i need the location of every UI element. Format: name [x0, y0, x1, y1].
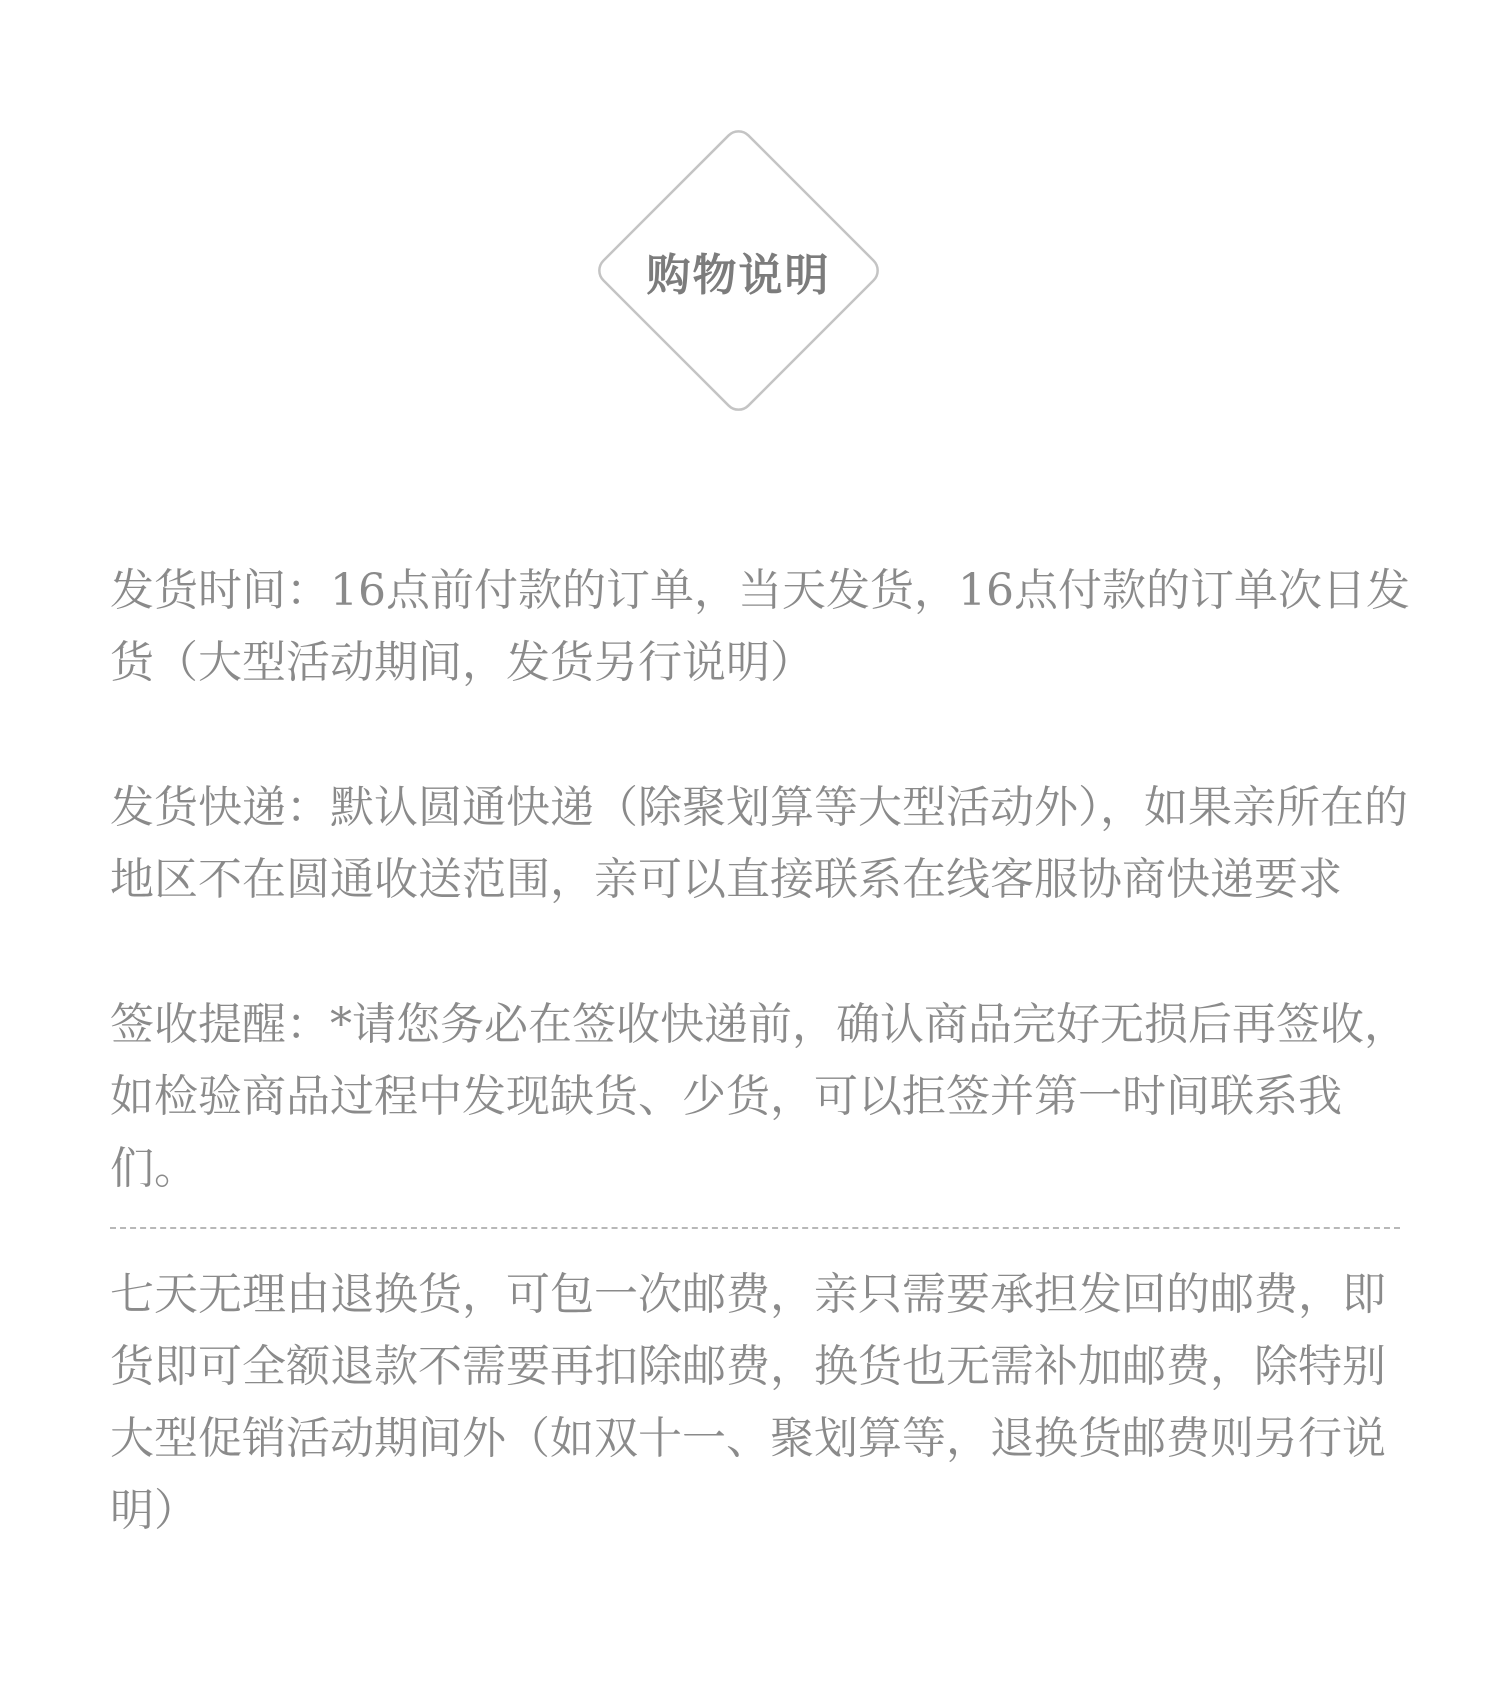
return-policy-text: 七天无理由退换货，可包一次邮费，亲只需要承担发回的邮费，即货即可全额退款不需要再扣除邮费，换货也无需补加邮费，除特别大型促销活动期间外（如双十一、聚划算等，退换货邮费则另行说明） — [110, 1269, 1386, 1536]
shipping-time-text: 发货时间：16点前付款的订单，当天发货，16点付款的订单次日发货（大型活动期间，发货另行说明） — [110, 565, 1410, 688]
shopping-info — [110, 555, 1415, 1547]
spacer — [110, 916, 1415, 989]
page-title: 购物说明 — [646, 249, 831, 301]
title-badge — [573, 105, 904, 436]
dashed-divider — [110, 1227, 1400, 1229]
receipt-reminder-text: 签收提醒：*请您务必在签收快递前，确认商品完好无损后再签收，如检验商品过程中发现缺货、少货，可以拒签并第一时间联系我们。 — [110, 999, 1408, 1194]
courier-text: 发货快递：默认圆通快递（除聚划算等大型活动外），如果亲所在的地区不在圆通收送范围，亲可以直接联系在线客服协商快递要求 — [110, 782, 1408, 905]
spacer — [110, 699, 1415, 772]
